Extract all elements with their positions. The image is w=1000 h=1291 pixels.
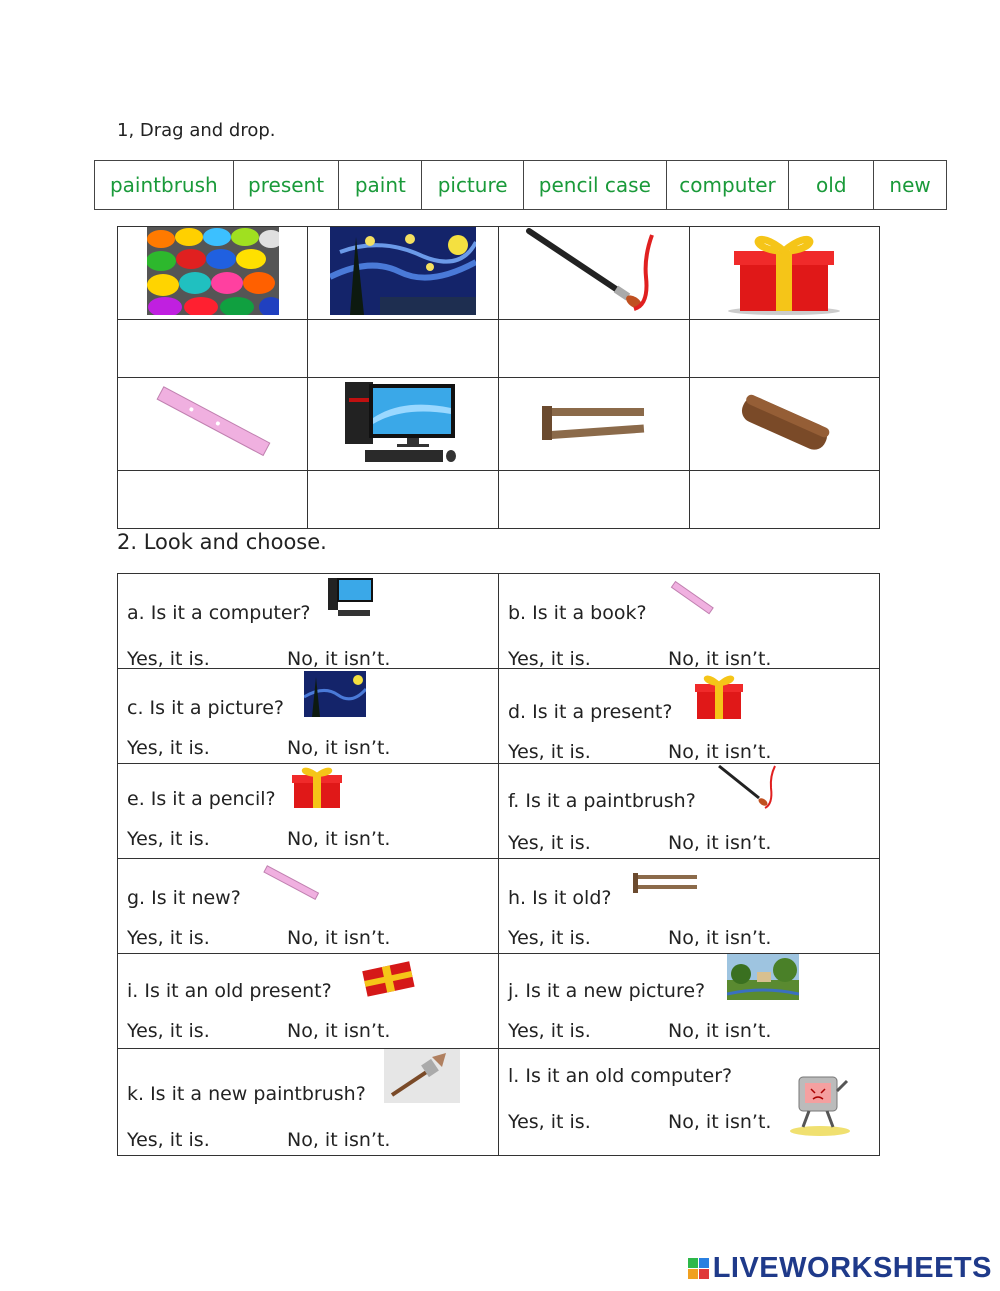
computer-icon <box>328 574 376 620</box>
answer-no[interactable]: No, it isn’t. <box>287 1020 391 1042</box>
picture-cell <box>308 227 499 320</box>
answer-yes[interactable]: Yes, it is. <box>127 1020 210 1042</box>
paintbrush-cell <box>499 227 690 320</box>
question-c <box>118 669 499 764</box>
folding-ruler-image <box>534 392 654 452</box>
section1-title: 1, Drag and drop. <box>117 120 276 141</box>
question-h-text: h. Is it old? <box>508 887 612 909</box>
answer-yes[interactable]: Yes, it is. <box>127 737 210 759</box>
question-l-text: l. Is it an old computer? <box>508 1065 733 1087</box>
answer-yes[interactable]: Yes, it is. <box>127 828 210 850</box>
word-new[interactable]: new <box>889 173 931 197</box>
question-b-text: b. Is it a book? <box>508 602 647 624</box>
question-j-text: j. Is it a new picture? <box>508 980 706 1002</box>
paint-cans-image <box>147 227 279 315</box>
ruler-icon <box>260 863 322 903</box>
present-icon <box>693 671 745 721</box>
pencil-case-image <box>724 382 844 462</box>
picture-grid <box>117 226 880 526</box>
question-a <box>118 574 499 669</box>
answer-no[interactable]: No, it isn’t. <box>668 927 772 949</box>
answer-no[interactable]: No, it isn’t. <box>287 737 391 759</box>
answer-drop-5[interactable] <box>118 471 308 529</box>
present-cell <box>689 227 879 320</box>
answer-no[interactable]: No, it isn’t. <box>668 1020 772 1042</box>
starry-night-image <box>330 227 476 315</box>
answer-no[interactable]: No, it isn’t. <box>668 741 772 763</box>
answer-yes[interactable]: Yes, it is. <box>127 648 210 670</box>
paint-cell <box>118 227 308 320</box>
answer-drop-4[interactable] <box>689 320 879 378</box>
folding-ruler-icon <box>631 871 699 897</box>
answer-no[interactable]: No, it isn’t. <box>287 648 391 670</box>
folding-ruler-cell <box>499 378 690 471</box>
answer-no[interactable]: No, it isn’t. <box>287 1129 391 1151</box>
ruler-cell <box>118 378 308 471</box>
question-c-text: c. Is it a picture? <box>127 697 284 719</box>
present-image <box>726 227 842 315</box>
ruler-icon <box>667 578 717 618</box>
starry-night-icon <box>304 671 366 717</box>
question-e <box>118 764 499 859</box>
computer-image <box>343 378 463 466</box>
word-computer[interactable]: computer <box>667 161 790 209</box>
question-d <box>499 669 880 764</box>
answer-drop-3[interactable] <box>499 320 690 378</box>
word-present[interactable]: present <box>234 161 340 209</box>
word-paint[interactable]: paint <box>339 161 422 209</box>
answer-no[interactable]: No, it isn’t. <box>668 648 772 670</box>
logo-icon <box>688 1258 709 1279</box>
present-icon <box>290 764 346 810</box>
answer-yes[interactable]: Yes, it is. <box>508 648 591 670</box>
question-g <box>118 859 499 954</box>
answer-yes[interactable]: Yes, it is. <box>508 1111 591 1133</box>
question-f <box>499 764 880 859</box>
answer-yes[interactable]: Yes, it is. <box>508 1020 591 1042</box>
logo-text: LIVEWORKSHEETS <box>712 1252 992 1284</box>
answer-yes[interactable]: Yes, it is. <box>127 927 210 949</box>
word-picture[interactable]: picture <box>422 161 524 209</box>
old-computer-icon <box>785 1067 855 1137</box>
question-h <box>499 859 880 954</box>
landscape-painting-icon <box>727 954 799 1000</box>
answer-drop-7[interactable] <box>499 471 690 529</box>
question-i <box>118 954 499 1049</box>
answer-no[interactable]: No, it isn’t. <box>668 832 772 854</box>
answer-drop-8[interactable] <box>689 471 879 529</box>
answer-no[interactable]: No, it isn’t. <box>668 1111 772 1133</box>
paintbrush-image <box>524 227 664 315</box>
question-g-text: g. Is it new? <box>127 887 241 909</box>
question-l <box>499 1049 880 1156</box>
question-j <box>499 954 880 1049</box>
pencil-case-cell <box>689 378 879 471</box>
section2-title: 2. Look and choose. <box>117 530 327 554</box>
paintbrush-icon <box>384 1049 460 1103</box>
word-pencil-case[interactable]: pencil case <box>524 161 667 209</box>
paintbrush-icon <box>717 764 779 812</box>
question-k-text: k. Is it a new paintbrush? <box>127 1083 366 1105</box>
question-i-text: i. Is it an old present? <box>127 980 332 1002</box>
question-k <box>118 1049 499 1156</box>
question-d-text: d. Is it a present? <box>508 701 673 723</box>
question-b <box>499 574 880 669</box>
word-paintbrush[interactable]: paintbrush <box>95 161 234 209</box>
answer-no[interactable]: No, it isn’t. <box>287 828 391 850</box>
answer-yes[interactable]: Yes, it is. <box>508 927 591 949</box>
computer-cell <box>308 378 499 471</box>
ruler-image <box>148 380 278 464</box>
answer-no[interactable]: No, it isn’t. <box>287 927 391 949</box>
answer-yes[interactable]: Yes, it is. <box>508 741 591 763</box>
answer-yes[interactable]: Yes, it is. <box>508 832 591 854</box>
word-bank <box>94 160 947 210</box>
answer-drop-6[interactable] <box>308 471 499 529</box>
answer-yes[interactable]: Yes, it is. <box>127 1129 210 1151</box>
question-f-text: f. Is it a paintbrush? <box>508 790 696 812</box>
present-icon <box>358 954 418 1000</box>
word-old[interactable]: old <box>789 161 874 209</box>
liveworksheets-logo <box>688 1252 992 1285</box>
answer-drop-2[interactable] <box>308 320 499 378</box>
question-a-text: a. Is it a computer? <box>127 602 311 624</box>
answer-drop-1[interactable] <box>118 320 308 378</box>
question-e-text: e. Is it a pencil? <box>127 788 276 810</box>
questions-table <box>117 573 880 1156</box>
